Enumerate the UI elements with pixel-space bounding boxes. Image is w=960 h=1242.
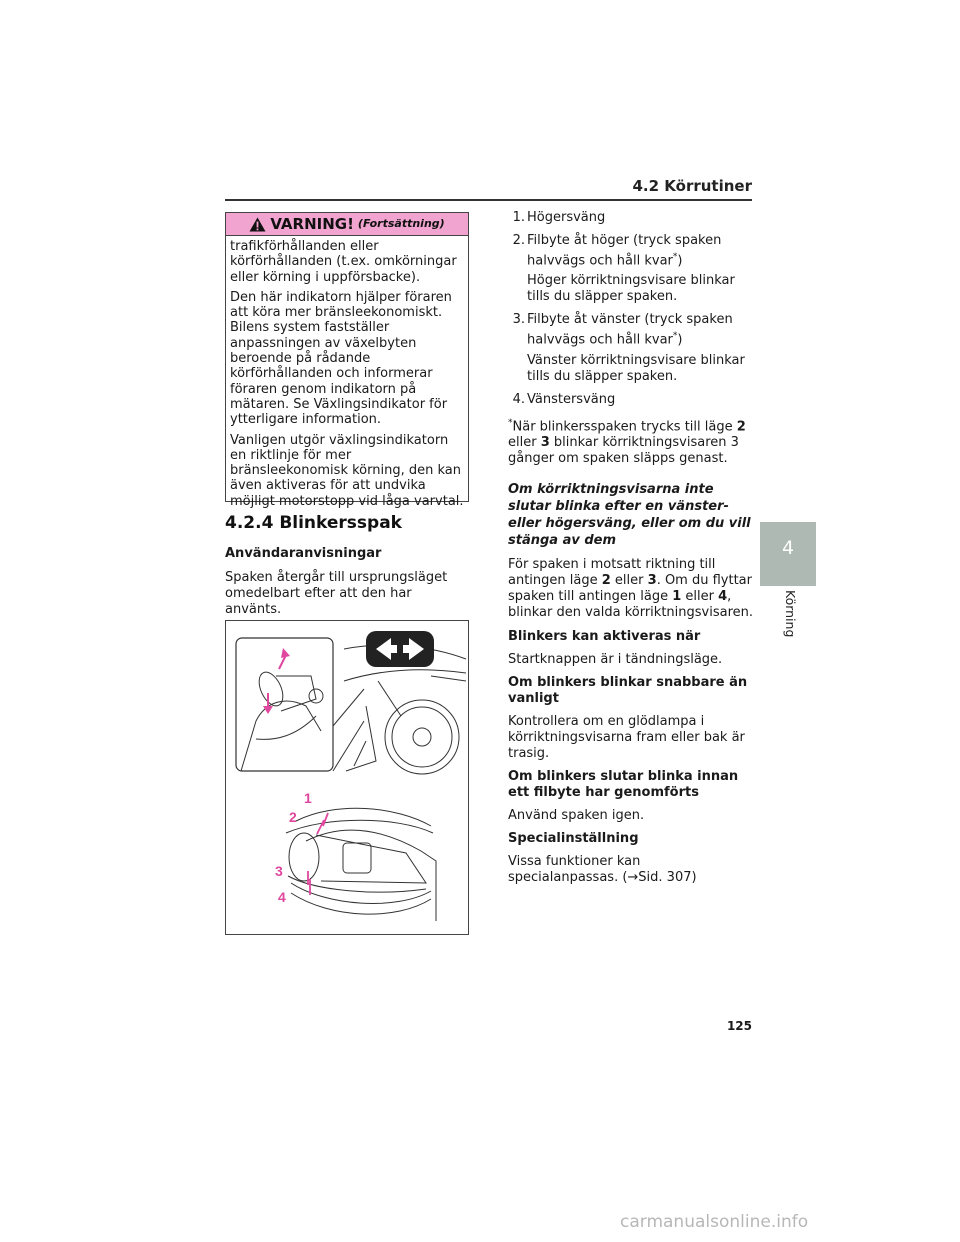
position-callouts (275, 790, 312, 905)
callout-1: 1 (304, 790, 312, 806)
footnote: *När blinkersspaken trycks till läge 2 eller 3 blinkar körriktningsvisaren 3 gånger om spaken släpps genast. (508, 417, 746, 466)
warning-triangle-icon (249, 217, 266, 232)
warning-subtitle: (Fortsättning) (357, 217, 445, 230)
italic-heading: Om körriktningsvisarna inte slutar blinka efter en vänster- eller högersväng, eller om du vill stänga av dem (508, 481, 751, 548)
paragraph: Vissa funktioner kan specialanpassas. (→Sid. 307) (508, 853, 697, 885)
list-item: 2. Filbyte åt höger (tryck spaken halvvägs och håll kvar*) Höger körriktningsvisare blinkar tills du släpper spaken. (512, 233, 735, 305)
right-column (508, 210, 753, 886)
turn-signal-illustration (226, 621, 468, 934)
user-instructions-text: Spaken återgår till ursprungsläget omedelbart efter att den har använts. (225, 570, 448, 617)
warning-paragraph: Den här indikatorn hjälper föraren att köra mer bränsleekonomiskt. Bilens system fastställer anpassningen av växelbyten beroende på rådande körförhållanden och informerar föraren genom indikatorn på mätaren. Se Växlingsindikator för ytterligare information. (230, 289, 452, 428)
warning-title: VARNING! (270, 215, 354, 233)
warning-body (226, 236, 468, 509)
warning-paragraph: trafikförhållanden eller körförhållanden (t.ex. omkörningar eller körning i uppförsbacke). (230, 239, 457, 285)
chapter-number: 4 (781, 537, 795, 559)
subheading: Specialinställning (508, 830, 639, 846)
page-number: 125 (726, 1019, 752, 1033)
paragraph: För spaken i motsatt riktning till antingen läge 2 eller 3. Om du flyttar spaken till antingen läge 1 eller 4, blinkar den valda körriktningsvisaren. (508, 556, 754, 620)
list-item: 4. Vänstersväng (512, 391, 616, 407)
warning-box (225, 212, 469, 509)
user-instructions-heading: Användaranvisningar (225, 546, 382, 561)
list-item: 1. Högersväng (512, 210, 606, 225)
section-heading: 4.2.4 Blinkersspak (225, 513, 402, 533)
callout-3: 3 (275, 863, 283, 879)
chapter-label: Körning (783, 590, 798, 638)
section-header: 4.2 Körrutiner (632, 177, 752, 195)
callout-4: 4 (278, 889, 286, 905)
warning-paragraph: Vanligen utgör växlingsindikatorn en riktlinje för mer bränsleekonomisk körning, den kan även aktiveras för att undvika möjligt motorstopp vid låga varvtal. (230, 432, 464, 509)
callout-2: 2 (289, 809, 297, 825)
turn-signal-lever-figure (225, 620, 469, 935)
subheading: Om blinkers slutar blinka innan ett filbyte har genomförts (508, 768, 739, 800)
paragraph: Använd spaken igen. (508, 807, 645, 823)
paragraph: Kontrollera om en glödlampa i körriktningsvisarna fram eller bak är trasig. (508, 713, 745, 761)
paragraph: Startknappen är i tändningsläge. (508, 651, 723, 667)
warning-header (226, 213, 468, 236)
header-rule (225, 199, 752, 201)
list-item: 3. Filbyte åt vänster (tryck spaken halvvägs och håll kvar*) Vänster körriktningsvisare blinkar tills du släpper spaken. (512, 312, 745, 384)
subheading: Om blinkers blinkar snabbare än vanligt (508, 674, 748, 706)
subheading: Blinkers kan aktiveras när (508, 628, 701, 644)
watermark: carmanualsonline.info (620, 1212, 809, 1232)
lever-position-list (508, 210, 753, 412)
